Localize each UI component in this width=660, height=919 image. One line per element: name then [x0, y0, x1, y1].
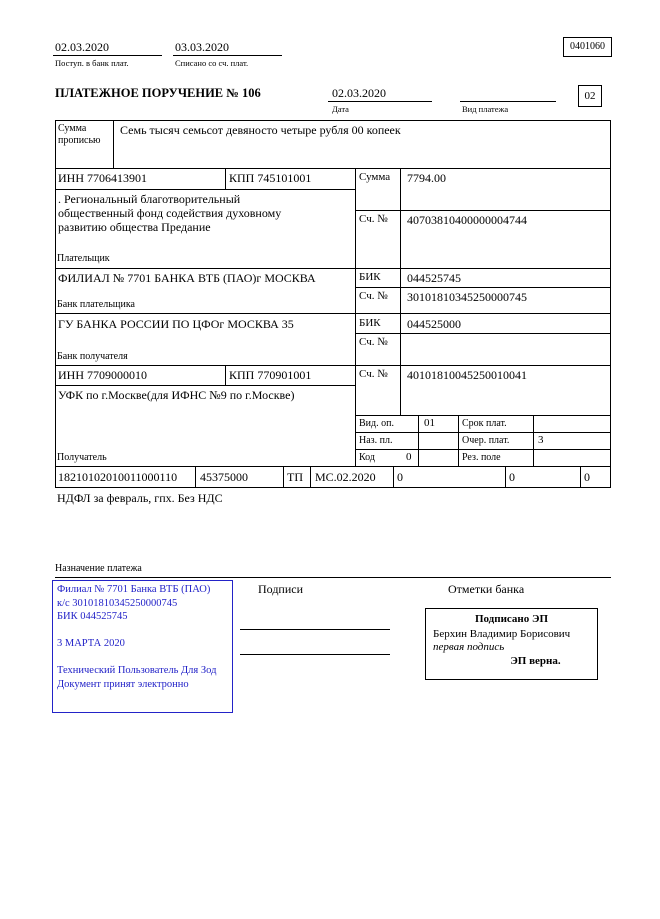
- table-border-h: [355, 333, 611, 334]
- priority-label: Очер. плат.: [462, 435, 510, 446]
- doc-date-underline: [328, 101, 432, 102]
- payment-kind-label: Вид платежа: [462, 104, 509, 114]
- payment-type-value: 0: [584, 470, 590, 484]
- table-border-h: [55, 120, 611, 121]
- table-border-h: [355, 432, 611, 433]
- payee-bank-name: ГУ БАНКА РОССИИ ПО ЦФОг МОСКВА 35: [58, 317, 294, 331]
- esign-note: первая подпись: [433, 641, 505, 653]
- debited-date-label: Списано со сч. плат.: [175, 58, 249, 68]
- payer-bank-account-label: Сч. №: [359, 290, 388, 302]
- bank-marks-label: Отметки банка: [448, 582, 525, 596]
- signatures-label: Подписи: [258, 582, 304, 596]
- priority-value: 3: [538, 434, 544, 446]
- code-value: 0: [406, 451, 412, 463]
- op-kind-label: Вид. оп.: [359, 418, 394, 429]
- payer-name: . Региональный благотворительный общественный фонд содействия духовному развитию общества Предание: [58, 192, 282, 235]
- payer-status-box: 02: [578, 85, 602, 107]
- table-border-v: [225, 168, 226, 189]
- table-border-h: [355, 210, 611, 211]
- payee-account-label: Сч. №: [359, 368, 388, 380]
- table-border-h: [355, 449, 611, 450]
- period-value: МС.02.2020: [315, 470, 376, 484]
- received-date-label: Поступ. в банк плат.: [55, 58, 129, 68]
- table-border-v: [533, 415, 534, 466]
- stamp-gap: [57, 624, 228, 638]
- doc-title: ПЛАТЕЖНОЕ ПОРУЧЕНИЕ № 106: [55, 86, 261, 100]
- payee-kpp: КПП 770901001: [229, 368, 312, 382]
- table-border-v: [505, 466, 506, 487]
- bank-stamp: [52, 580, 233, 713]
- payer-bank-section-label: Банк плательщика: [57, 299, 135, 310]
- esign-name: Берхин Владимир Борисович: [433, 628, 571, 640]
- stamp-line-branch: Филиал № 7701 Банка ВТБ (ПАО): [57, 584, 211, 595]
- form-code-box: 0401060: [563, 37, 612, 57]
- table-border-h: [55, 466, 611, 467]
- table-border-h: [55, 268, 611, 269]
- esign-verdict: ЭП верна.: [510, 655, 561, 667]
- payment-kind-underline: [460, 101, 556, 102]
- payee-bank-section-label: Банк получателя: [57, 351, 128, 362]
- debited-date-value: 03.03.2020: [175, 40, 229, 54]
- payee-bank-bik-label: БИК: [359, 317, 381, 329]
- purpose-text: НДФЛ за февраль, гпх. Без НДС: [57, 491, 223, 505]
- doc-date-label: Дата: [332, 104, 349, 114]
- table-border-v: [400, 168, 401, 415]
- esign-box: [425, 608, 598, 680]
- table-border-v: [113, 120, 114, 168]
- signature-line: [240, 654, 390, 655]
- table-border-h: [55, 313, 611, 314]
- amount-words-label: Сумма прописью: [58, 123, 101, 146]
- stamp-line-operator: Технический Пользователь Для Зод: [57, 665, 217, 676]
- table-border-v: [355, 168, 356, 466]
- oktmo-value: 45375000: [200, 470, 248, 484]
- table-border-h: [355, 415, 611, 416]
- doc-date-value: 02.03.2020: [332, 86, 386, 100]
- payer-account-label: Сч. №: [359, 213, 388, 225]
- payer-bank-bik-label: БИК: [359, 271, 381, 283]
- debited-date-underline: [173, 55, 282, 56]
- table-border-v: [418, 415, 419, 466]
- doc-date-field-value: 0: [509, 470, 515, 484]
- payer-inn: ИНН 7706413901: [58, 171, 147, 185]
- payer-kpp: КПП 745101001: [229, 171, 312, 185]
- stamp-line-date: 3 МАРТА 2020: [57, 638, 125, 649]
- table-border-v: [225, 365, 226, 385]
- payee-bank-account-label: Сч. №: [359, 336, 388, 348]
- received-date-underline: [53, 55, 162, 56]
- payer-section-label: Плательщик: [57, 253, 110, 264]
- table-border-v: [393, 466, 394, 487]
- payee-account-value: 40101810045250010041: [407, 368, 527, 382]
- payee-bank-bik-value: 044525000: [407, 317, 461, 331]
- purpose-label: Назначение платежа: [55, 563, 142, 574]
- stamp-line-accepted: Документ принят электронно: [57, 678, 189, 690]
- table-border-v: [610, 120, 611, 487]
- sum-value: 7794.00: [407, 171, 446, 185]
- payer-bank-name: ФИЛИАЛ № 7701 БАНКА ВТБ (ПАО)г МОСКВА: [58, 271, 316, 285]
- purpose-rule: [55, 577, 611, 578]
- payer-bank-account-value: 30101810345250000745: [407, 290, 527, 304]
- table-border-h: [55, 487, 611, 488]
- stamp-line-corr-account: к/с 30101810345250000745: [57, 597, 178, 609]
- signature-line: [240, 629, 390, 630]
- payer-bank-bik-value: 044525745: [407, 271, 461, 285]
- table-border-h: [55, 385, 355, 386]
- code-label: Код: [359, 452, 375, 463]
- table-border-v: [310, 466, 311, 487]
- kbk-value: 18210102010011000110: [58, 470, 178, 484]
- table-border-h: [55, 189, 355, 190]
- table-border-v: [55, 120, 56, 487]
- received-date-value: 02.03.2020: [55, 40, 109, 54]
- payee-name: УФК по г.Москве(для ИФНС №9 по г.Москве): [58, 388, 295, 402]
- esign-title: Подписано ЭП: [474, 613, 549, 625]
- doc-number-value: 0: [397, 470, 403, 484]
- table-border-h: [55, 168, 611, 169]
- table-border-v: [458, 415, 459, 466]
- stamp-line-bik: БИК 044525745: [57, 611, 128, 622]
- table-border-h: [55, 365, 611, 366]
- purpose-code-label: Наз. пл.: [359, 435, 393, 446]
- table-border-v: [580, 466, 581, 487]
- due-date-label: Срок плат.: [462, 418, 507, 429]
- payee-inn: ИНН 7709000010: [58, 368, 147, 382]
- sum-label: Сумма: [359, 171, 391, 183]
- table-border-v: [283, 466, 284, 487]
- amount-words-value: Семь тысяч семьсот девяносто четыре рубля 00 копеек: [120, 123, 401, 137]
- table-border-v: [195, 466, 196, 487]
- basis-value: ТП: [287, 470, 303, 484]
- stamp-gap: [57, 651, 228, 665]
- payee-section-label: Получатель: [57, 452, 107, 463]
- payer-account-value: 40703810400000004744: [407, 213, 527, 227]
- reserve-field-label: Рез. поле: [462, 452, 501, 463]
- op-kind-value: 01: [424, 417, 435, 429]
- table-border-h: [355, 287, 611, 288]
